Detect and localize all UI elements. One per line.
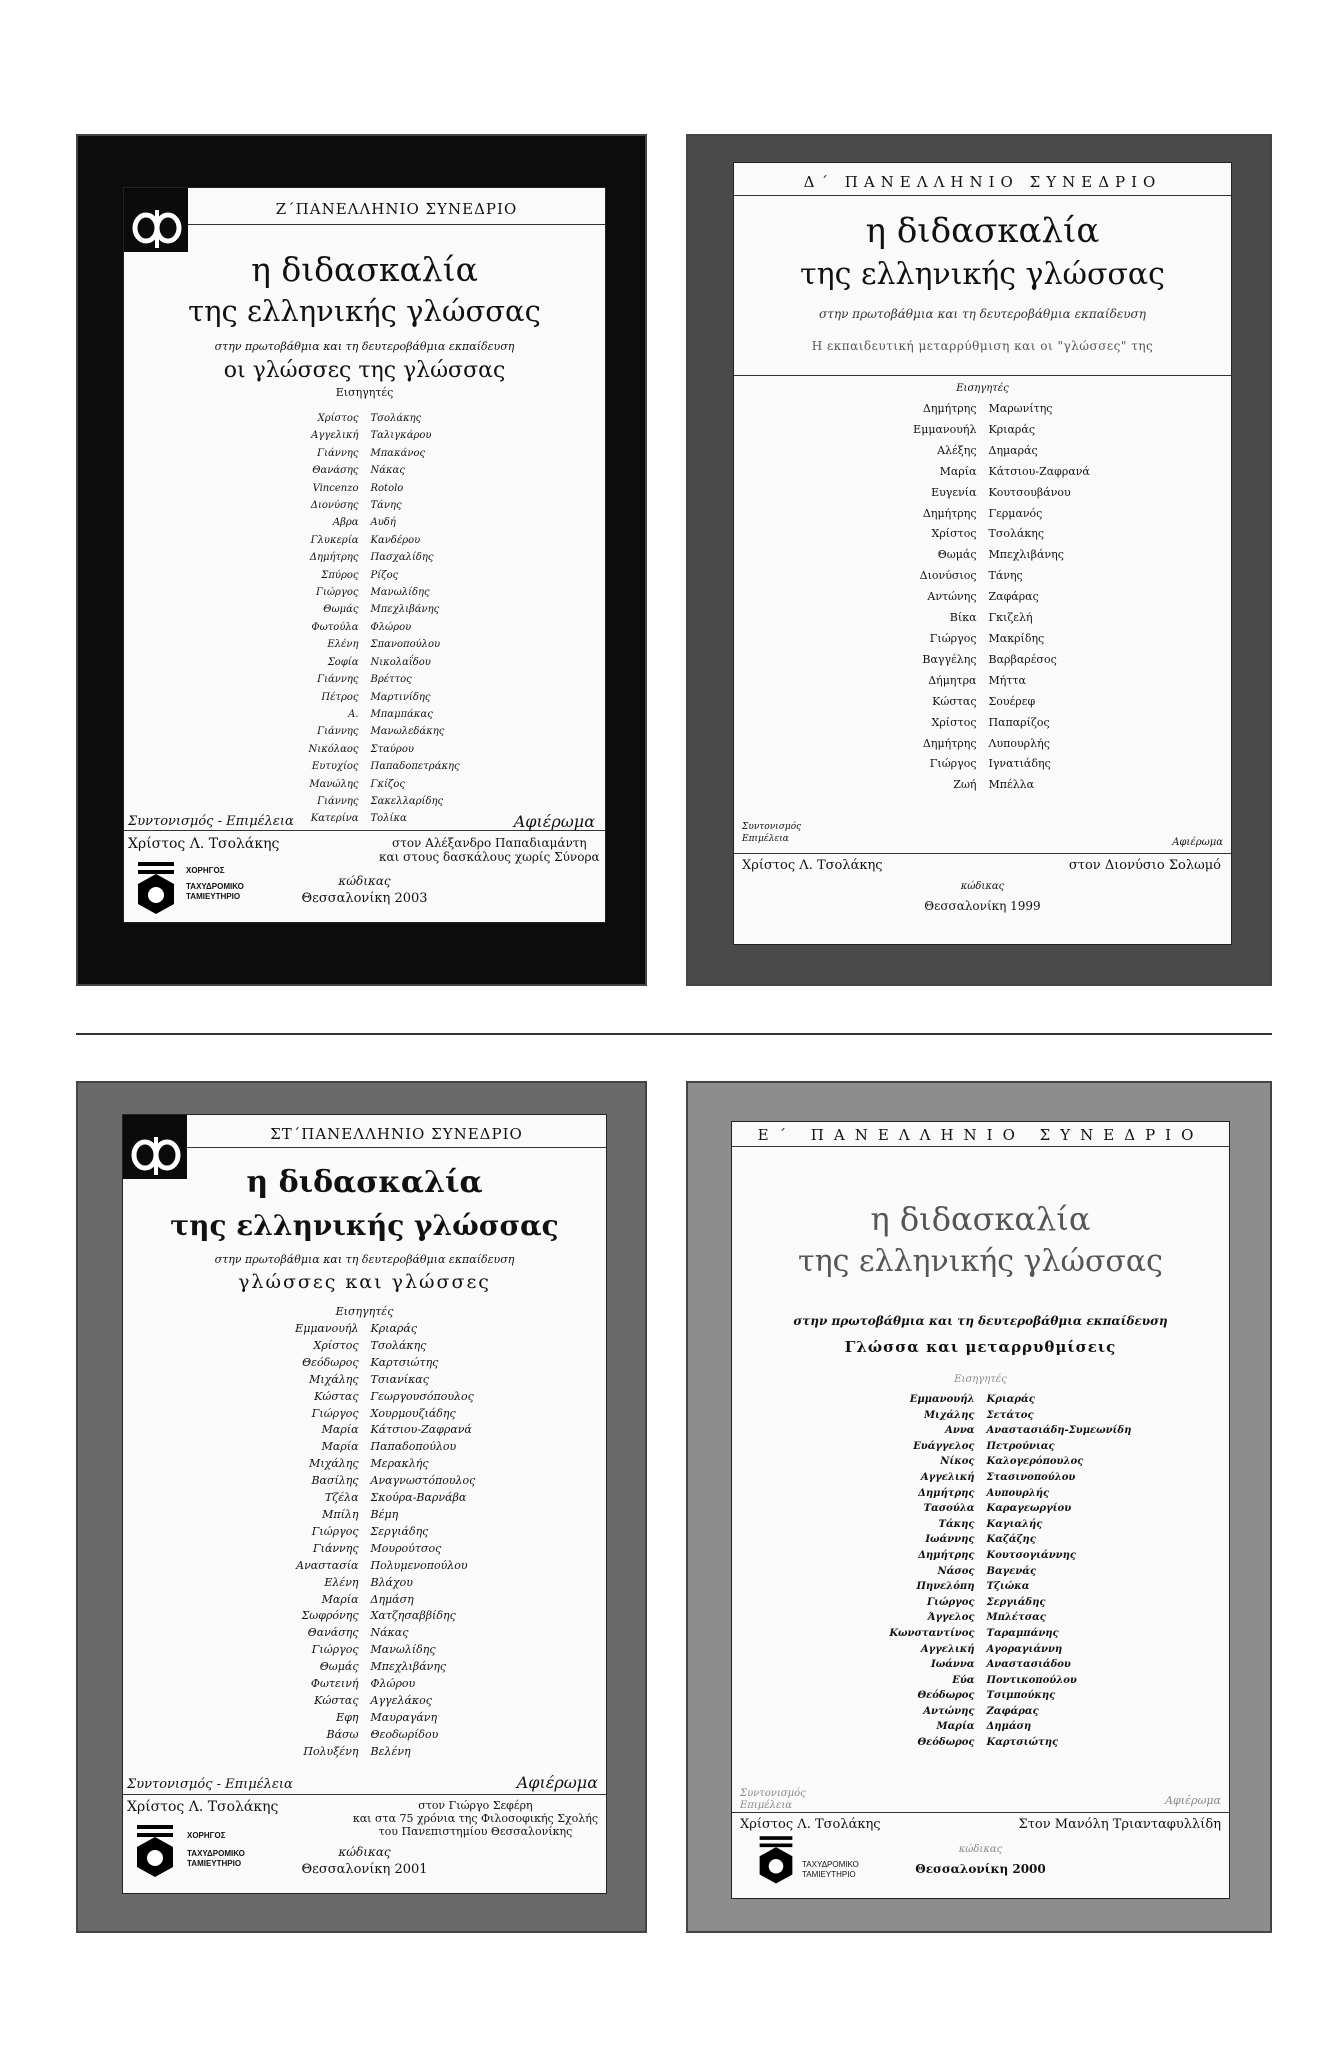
speaker-first-names <box>913 399 976 796</box>
speaker-last-name: Βέμη <box>370 1507 399 1521</box>
speaker-last-name: Μπλέτσας <box>986 1612 1046 1624</box>
congress-heading: Δ΄ ΠΑΝΕΛΛΗΝΙΟ ΣΥΝΕΔΡΙΟ <box>803 173 1162 191</box>
speaker-first-name: Κώστας <box>314 1389 359 1403</box>
theme: Γλώσσα και μεταρρυθμίσεις <box>844 1338 1117 1356</box>
speakers-label: Εισηγητές <box>335 386 394 399</box>
speaker-last-name: Αυπουρλής <box>986 1487 1050 1499</box>
speaker-last-names <box>989 399 1090 796</box>
speaker-last-name: Κουτσουβάνου <box>988 485 1071 499</box>
speaker-first-name: Τάκης <box>938 1518 975 1530</box>
speaker-first-name: Vincenzo <box>312 482 359 494</box>
dedication-text <box>379 836 600 864</box>
dedication-line: και στα 75 χρόνια της Φιλοσοφικής Σχολής <box>352 1812 598 1825</box>
speaker-last-name: Θεοδωρίδου <box>370 1727 439 1741</box>
speaker-last-name: Αγγελάκος <box>370 1693 432 1707</box>
speaker-first-name: Μαρία <box>939 464 977 478</box>
speaker-last-name: Βρέττος <box>370 674 412 686</box>
speaker-last-name: Μπακάνος <box>370 447 426 459</box>
speaker-first-name: Σωφρόνης <box>301 1609 359 1623</box>
speaker-last-name: Χατζησαββίδης <box>370 1609 456 1623</box>
speaker-first-name: Γιώργος <box>311 1406 359 1420</box>
speaker-last-name: Ζαφάρας <box>986 1705 1039 1717</box>
speaker-first-name: Κώστας <box>932 694 977 708</box>
publisher: κώδικας <box>338 874 391 888</box>
title-line-1: η διδασκαλία <box>246 1165 483 1200</box>
speaker-last-name: Δημαράς <box>988 443 1038 457</box>
subtitle: στην πρωτοβάθμια και τη δευτεροβάθμια εκπαίδευση <box>793 1314 1168 1328</box>
speaker-first-name: Νικόλαος <box>308 743 359 755</box>
congress-heading: Ε΄ ΠΑΝΕΛΛΗΝΙΟ ΣΥΝΕΔΡΙΟ <box>757 1126 1204 1144</box>
speaker-first-name: Χρίστος <box>317 413 359 424</box>
speaker-first-name: Γιώργος <box>311 1524 359 1538</box>
speaker-last-name: Σεργιάδης <box>370 1524 429 1538</box>
speaker-last-name: Μερακλής <box>370 1457 429 1471</box>
sponsor-name-line-2: ΤΑΜΙΕΥΤΗΡΙΟ <box>187 1859 242 1868</box>
speaker-first-name: Δημήτρης <box>309 552 359 564</box>
speaker-first-name: Θεόδωρος <box>917 1690 975 1702</box>
speaker-last-name: Σεργιάδης <box>986 1596 1046 1608</box>
speaker-last-name: Μουρούτσος <box>370 1541 442 1555</box>
speaker-first-name: Βάσω <box>326 1727 359 1741</box>
speaker-last-name: Μπεχλιβάνης <box>988 548 1064 562</box>
speaker-first-name: Μανώλης <box>309 778 359 790</box>
speaker-last-name: Βλάχου <box>370 1575 413 1589</box>
speaker-last-name: Σκούρα-Βαρνάβα <box>370 1491 467 1505</box>
speaker-last-name: Τσιανίκας <box>370 1372 429 1386</box>
speaker-last-name: Μπεχλιβάνης <box>370 604 440 616</box>
publisher: κώδικας <box>338 1845 391 1859</box>
dedication-line: στον Αλέξανδρο Παπαδιαμάντη <box>392 836 587 850</box>
speaker-first-name: Αλέξης <box>937 443 977 457</box>
speaker-last-name: Τσολάκης <box>370 413 422 424</box>
speaker-last-name: Κάτσιου-Ζαφρανά <box>370 1423 472 1437</box>
speaker-first-name: Αντώνης <box>927 590 977 604</box>
speaker-first-name: Ιωάννα <box>931 1659 975 1671</box>
publisher: κώδικας <box>960 881 1005 892</box>
speaker-first-name: Κωνσταντίνος <box>889 1627 975 1639</box>
speaker-last-name: Μήττα <box>988 673 1026 687</box>
speaker-first-name: Ευτυχίος <box>311 761 359 773</box>
speaker-last-name: Τάνης <box>988 569 1023 583</box>
speaker-last-name: Παπαδοπούλου <box>370 1440 457 1454</box>
speaker-last-name: Μανωλίδης <box>370 587 430 599</box>
speaker-first-name: Γιάννης <box>317 795 359 807</box>
speaker-last-name: Μαρτινίδης <box>370 691 431 703</box>
speaker-first-name: Αντώνης <box>923 1705 975 1717</box>
poster-congress-5 <box>686 1081 1272 1933</box>
speaker-last-name: Καρτσιώτης <box>986 1737 1059 1749</box>
speaker-first-name: Τζέλα <box>324 1491 359 1505</box>
dedication-text: στον Διονύσιο Σολωμό <box>1068 858 1221 873</box>
speaker-first-name: Ευάγγελος <box>913 1440 975 1452</box>
speaker-last-name: Παπαδοπετράκης <box>370 761 460 773</box>
speaker-last-name: Ταλιγκάρου <box>370 430 432 442</box>
speaker-last-name: Πασχαλίδης <box>370 552 434 564</box>
speaker-last-name: Μπέλλα <box>988 778 1035 792</box>
speaker-last-name: Τάνης <box>370 500 402 512</box>
speaker-last-name: Γεωργουσόπουλος <box>370 1389 474 1403</box>
speaker-last-name: Ταραμπάνης <box>986 1627 1059 1639</box>
speaker-first-name: Δημήτρης <box>922 506 977 520</box>
poster-sheet <box>122 1114 607 1894</box>
speaker-first-name: Γιάννης <box>317 447 359 459</box>
dedication-line: στον Γιώργο Σεφέρη <box>418 1799 533 1812</box>
speaker-first-name: Αναστασία <box>296 1558 359 1572</box>
speaker-first-name: Ελένη <box>324 1575 359 1589</box>
speaker-last-name: Rotolo <box>370 482 404 494</box>
dedication-text: Στον Μανόλη Τριανταφυλλίδη <box>1018 1817 1221 1832</box>
dedication-text <box>353 1799 598 1838</box>
speaker-first-name: Θωμάς <box>937 548 977 562</box>
speaker-first-name: Εμμανουήλ <box>909 1394 975 1405</box>
coordination-label: Συντονισμός - Επιμέλεια <box>128 814 294 829</box>
speaker-last-name: Τολίκα <box>370 813 407 825</box>
speakers-label: Εισηγητές <box>335 1305 394 1318</box>
coordination-label: Συντονισμός - Επιμέλεια <box>127 1777 293 1792</box>
speaker-last-name: Αυδή <box>370 517 396 529</box>
speaker-last-name: Σουέρεφ <box>988 694 1036 708</box>
title-line-1: η διδασκαλία <box>865 211 1100 251</box>
speaker-last-name: Σταύρου <box>370 743 414 755</box>
speaker-first-name: Γιάννης <box>317 674 359 686</box>
sponsor-name-line-1: ΤΑΧΥΔΡΟΜΙΚΟ <box>186 882 244 891</box>
coordinator-name: Χρίστος Λ. Τσολάκης <box>127 1799 279 1815</box>
speaker-last-name: Σπανοπούλου <box>370 639 441 651</box>
speaker-first-name: Γιώργος <box>929 757 977 771</box>
speaker-last-name: Πολυμενοπούλου <box>370 1558 468 1572</box>
coordinator-name: Χρίστος Λ. Τσολάκης <box>742 858 883 873</box>
title-line-2: της ελληνικής γλώσσας <box>188 294 541 328</box>
speaker-last-name: Μαρωνίτης <box>988 402 1053 415</box>
speaker-first-name: Χρίστος <box>313 1338 359 1352</box>
speaker-first-name: Δημήτρης <box>918 1487 975 1499</box>
speaker-first-name: Μιχάλης <box>309 1457 359 1471</box>
place-year: Θεσσαλονίκη 1999 <box>924 899 1041 913</box>
speaker-last-name: Φλώρου <box>370 1677 416 1691</box>
coordinator-name: Χρίστος Λ. Τσολάκης <box>740 1817 881 1832</box>
speaker-last-name: Βελένη <box>370 1744 411 1758</box>
speaker-first-name: Ευγενία <box>931 485 977 499</box>
speaker-last-name: Βαγενάς <box>986 1565 1037 1577</box>
speaker-first-name: Φωτούλα <box>311 621 359 633</box>
speaker-first-name: Θανάσης <box>307 1626 359 1640</box>
speaker-last-name: Τσιμπούκης <box>986 1690 1056 1702</box>
poster-congress-4 <box>686 134 1272 986</box>
dedication-label: Αφιέρωμα <box>516 1773 598 1792</box>
page-divider <box>76 1033 1272 1035</box>
speaker-last-name: Κριαράς <box>986 1394 1035 1405</box>
speaker-last-name: Ιγνατιάδης <box>988 757 1051 771</box>
speaker-first-name: Πέτρος <box>321 691 359 703</box>
sponsor-name-line-2: ΤΑΜΙΕΥΤΗΡΙΟ <box>802 1870 856 1879</box>
poster-congress-6 <box>76 1081 647 1933</box>
speaker-last-name: Αναστασιάδη-Συμεωνίδη <box>986 1425 1132 1437</box>
speaker-last-name: Μακρίδης <box>988 631 1045 645</box>
speaker-first-name: Γιάννης <box>313 1541 359 1555</box>
speaker-last-name: Μπεχλιβάνης <box>370 1660 447 1674</box>
speaker-last-name: Καρτσιώτης <box>370 1355 439 1369</box>
speaker-last-name: Καραγεωργίου <box>986 1503 1072 1515</box>
speaker-last-name: Αναγνωστόπουλος <box>370 1474 476 1488</box>
speaker-last-name: Νάκας <box>370 465 405 477</box>
speaker-last-name: Ρίζος <box>370 569 399 581</box>
speaker-first-name: Αννα <box>945 1425 975 1437</box>
speaker-first-name: Μαρία <box>321 1440 359 1454</box>
title-line-2: της ελληνικής γλώσσας <box>800 257 1165 292</box>
theme: οι γλώσσες της γλώσσας <box>223 358 506 383</box>
speaker-first-name: Βαγγέλης <box>922 652 977 666</box>
speaker-last-name: Χουρμουζιάδης <box>370 1406 456 1420</box>
speaker-last-name: Νάκας <box>370 1626 409 1640</box>
speaker-first-name: Μαρία <box>321 1423 359 1437</box>
speaker-first-names <box>309 410 359 828</box>
speaker-first-name: Δήμητρα <box>928 673 977 687</box>
place-year: Θεσσαλονίκη 2003 <box>301 891 428 906</box>
poster-sheet <box>731 1121 1230 1899</box>
speaker-last-name: Δημάση <box>370 1592 414 1606</box>
speaker-first-name: Γιώργος <box>927 1596 975 1608</box>
speaker-first-name: Εφη <box>336 1710 359 1724</box>
speaker-last-name: Τσολάκης <box>370 1338 427 1352</box>
speaker-first-name: Ελένη <box>327 639 359 651</box>
speaker-last-name: Σακελλαρίδης <box>370 795 444 807</box>
coordination-label: Συντονισμός Επιμέλεια <box>740 1788 806 1811</box>
speaker-last-name: Κάτσιου-Ζαφρανά <box>988 464 1090 478</box>
speaker-last-name: Μανωλίδης <box>370 1643 436 1657</box>
subtitle: στην πρωτοβάθμια και τη δευτεροβάθμια εκπαίδευση <box>214 1253 515 1266</box>
speaker-first-name: Κώστας <box>314 1693 359 1707</box>
speaker-first-name: Χρίστος <box>931 715 977 729</box>
sponsor-name-line-2: ΤΑΜΙΕΥΤΗΡΙΟ <box>186 892 241 901</box>
speaker-first-name: Θεόδωρος <box>302 1355 359 1369</box>
speaker-last-name: Νικολαΐδου <box>370 656 431 668</box>
speaker-last-name: Σετάτος <box>986 1409 1034 1421</box>
speaker-first-name: Γιάννης <box>317 726 359 738</box>
speaker-last-name: Δημάση <box>986 1721 1032 1733</box>
speaker-first-name: Τασούλα <box>923 1503 975 1515</box>
theme: Η εκπαιδευτική μεταρρύθμιση και οι "γλώσσες" της <box>811 339 1154 353</box>
speaker-last-name: Βαρβαρέσος <box>988 652 1057 666</box>
subtitle: στην πρωτοβάθμια και τη δευτεροβάθμια εκπαίδευση <box>819 307 1146 321</box>
speaker-last-name: Καζάζης <box>986 1534 1036 1546</box>
title-line-1: η διδασκαλία <box>251 250 478 289</box>
congress-logo-icon <box>124 188 188 252</box>
speaker-first-name: Γιώργος <box>929 631 977 645</box>
speaker-first-name: Δημήτρης <box>918 1549 975 1561</box>
speaker-last-name: Αγοραγιάννη <box>986 1643 1063 1655</box>
speaker-first-name: Διονύσης <box>310 500 359 512</box>
poster-sheet <box>123 187 606 923</box>
speaker-first-name: Νίκος <box>940 1456 975 1468</box>
speaker-first-name: Θωμάς <box>319 1660 359 1674</box>
speaker-first-name: Φωτεινή <box>310 1677 359 1691</box>
speaker-last-name: Κριαράς <box>988 422 1035 436</box>
speaker-last-name: Φλώρου <box>370 621 412 633</box>
speaker-last-name: Κανδέρου <box>370 534 421 546</box>
place-year: Θεσσαλονίκη 2000 <box>915 1862 1046 1876</box>
speaker-first-name: Σπύρος <box>321 569 359 581</box>
speaker-first-name: Γιώργος <box>311 1643 359 1657</box>
place-year: Θεσσαλονίκη 2001 <box>301 1862 428 1877</box>
speaker-first-name: Εύα <box>952 1674 975 1686</box>
poster-congress-7 <box>76 134 647 986</box>
speaker-last-name: Κουτσογιάννης <box>986 1549 1076 1561</box>
speaker-first-name: Μαρία <box>936 1721 975 1733</box>
speaker-last-name: Τσολάκης <box>988 527 1044 541</box>
speaker-first-name: Εμμανουήλ <box>913 422 977 436</box>
poster-sheet <box>733 162 1232 945</box>
speaker-last-name: Κριαράς <box>370 1322 417 1335</box>
speaker-first-name: Ιωάννης <box>925 1534 975 1546</box>
dedication-label: Αφιέρωμα <box>1172 837 1223 848</box>
speaker-first-name: Θανάσης <box>312 465 359 477</box>
speaker-last-name: Στασινοπούλου <box>986 1471 1076 1483</box>
speaker-first-name: Διονύσιος <box>919 569 977 583</box>
speaker-last-name: Καλογερόπουλος <box>986 1456 1084 1468</box>
speaker-first-name: Βασίλης <box>311 1474 359 1488</box>
speaker-first-name: Χρίστος <box>931 527 977 541</box>
speaker-last-name: Γκίζος <box>370 778 405 790</box>
speaker-first-name: Πολυξένη <box>303 1744 359 1758</box>
speaker-last-name: Μαυραγάνη <box>370 1710 438 1724</box>
speaker-first-name: Αγγελική <box>920 1471 975 1483</box>
theme: γλώσσες και γλώσσες <box>238 1271 491 1293</box>
speaker-first-name: Νάσος <box>937 1565 975 1577</box>
subtitle: στην πρωτοβάθμια και τη δευτεροβάθμια εκπαίδευση <box>214 340 515 353</box>
speaker-last-name: Μανωλεδάκης <box>370 726 445 738</box>
speaker-first-name: Πηνελόπη <box>916 1581 975 1593</box>
sponsor-label: ΧΟΡΗΓΟΣ <box>186 866 225 875</box>
dedication-label: Αφιέρωμα <box>1165 1794 1221 1807</box>
speaker-last-name: Αναστασιάδου <box>986 1659 1071 1671</box>
sponsor-name-line-1: ΤΑΧΥΔΡΟΜΙΚΟ <box>187 1849 245 1858</box>
sponsor-label: ΧΟΡΗΓΟΣ <box>187 1831 226 1840</box>
speaker-first-name: Θεόδωρος <box>917 1737 975 1749</box>
speaker-last-names <box>371 410 460 828</box>
speaker-last-names <box>371 1321 476 1761</box>
speaker-first-name: Αγγελική <box>311 430 359 442</box>
speaker-first-name: Αβρα <box>332 517 359 529</box>
speaker-first-name: Μιχάλης <box>309 1372 359 1386</box>
congress-heading: ΣΤ΄ΠΑΝΕΛΛΗΝΙΟ ΣΥΝΕΔΡΙΟ <box>270 1125 523 1143</box>
speaker-first-name: Γλυκερία <box>310 534 359 546</box>
speaker-first-name: Θωμάς <box>323 604 359 616</box>
speaker-first-name: Μαρία <box>321 1592 359 1606</box>
speakers-label: Εισηγητές <box>956 383 1009 394</box>
speaker-first-name: Εμμανουήλ <box>295 1322 359 1335</box>
coordinator-name: Χρίστος Λ. Τσολάκης <box>128 836 280 852</box>
congress-logo <box>124 188 188 252</box>
speaker-first-name: Κατερίνα <box>310 813 359 825</box>
speaker-first-name: Μιχάλης <box>923 1409 975 1421</box>
speaker-last-name: Γκιζελή <box>988 611 1033 625</box>
congress-heading: Ζ΄ΠΑΝΕΛΛΗΝΙΟ ΣΥΝΕΔΡΙΟ <box>275 200 518 218</box>
dedication-label: Αφιέρωμα <box>513 812 595 831</box>
speaker-last-name: Πετρούνιας <box>986 1440 1055 1452</box>
dedication-line: του Πανεπιστημίου Θεσσαλονίκης <box>378 1825 573 1838</box>
dedication-line: και στους δασκάλους χωρίς Σύνορα <box>379 850 600 864</box>
speaker-first-name: Δημήτρης <box>922 736 977 750</box>
speaker-last-name: Γερμανός <box>988 506 1043 520</box>
title-line-2: της ελληνικής γλώσσας <box>798 1244 1163 1279</box>
speaker-last-name: Ζαφάρας <box>988 590 1039 604</box>
speaker-first-name: Δημήτρης <box>922 402 977 415</box>
speakers-label: Εισηγητές <box>954 1374 1007 1385</box>
coordination-label: Συντονισμός Επιμέλεια <box>742 822 802 844</box>
speaker-first-name: Α. <box>348 708 359 720</box>
speaker-last-name: Καγιαλής <box>986 1518 1043 1530</box>
speaker-first-name: Άγγελος <box>927 1612 975 1624</box>
sponsor-logo-icon <box>756 1834 796 1884</box>
speaker-first-name: Ζωή <box>953 778 977 792</box>
speaker-first-name: Αγγελική <box>920 1643 975 1655</box>
speaker-first-name: Σοφία <box>327 656 359 668</box>
speaker-first-names <box>295 1321 358 1761</box>
speaker-last-name: Παπαρίζος <box>988 715 1050 729</box>
sponsor-name-line-1: ΤΑΧΥΔΡΟΜΙΚΟ <box>802 1860 859 1869</box>
speaker-last-name: Μπαμπάκας <box>370 708 433 720</box>
title-line-2: της ελληνικής γλώσσας <box>170 1209 559 1242</box>
title-line-1: η διδασκαλία <box>870 1200 1091 1238</box>
speaker-first-names <box>889 1392 974 1751</box>
speaker-first-name: Γιώργος <box>316 587 359 599</box>
speaker-last-name: Τζιώκα <box>986 1581 1030 1593</box>
speaker-last-name: Ποντικοπούλου <box>986 1674 1077 1686</box>
speaker-last-name: Λυπουρλής <box>988 736 1050 750</box>
publisher: κώδικας <box>958 1844 1003 1855</box>
speaker-first-name: Μπίλη <box>322 1507 359 1521</box>
speaker-first-name: Βίκα <box>949 611 977 625</box>
speaker-last-names <box>987 1392 1132 1751</box>
